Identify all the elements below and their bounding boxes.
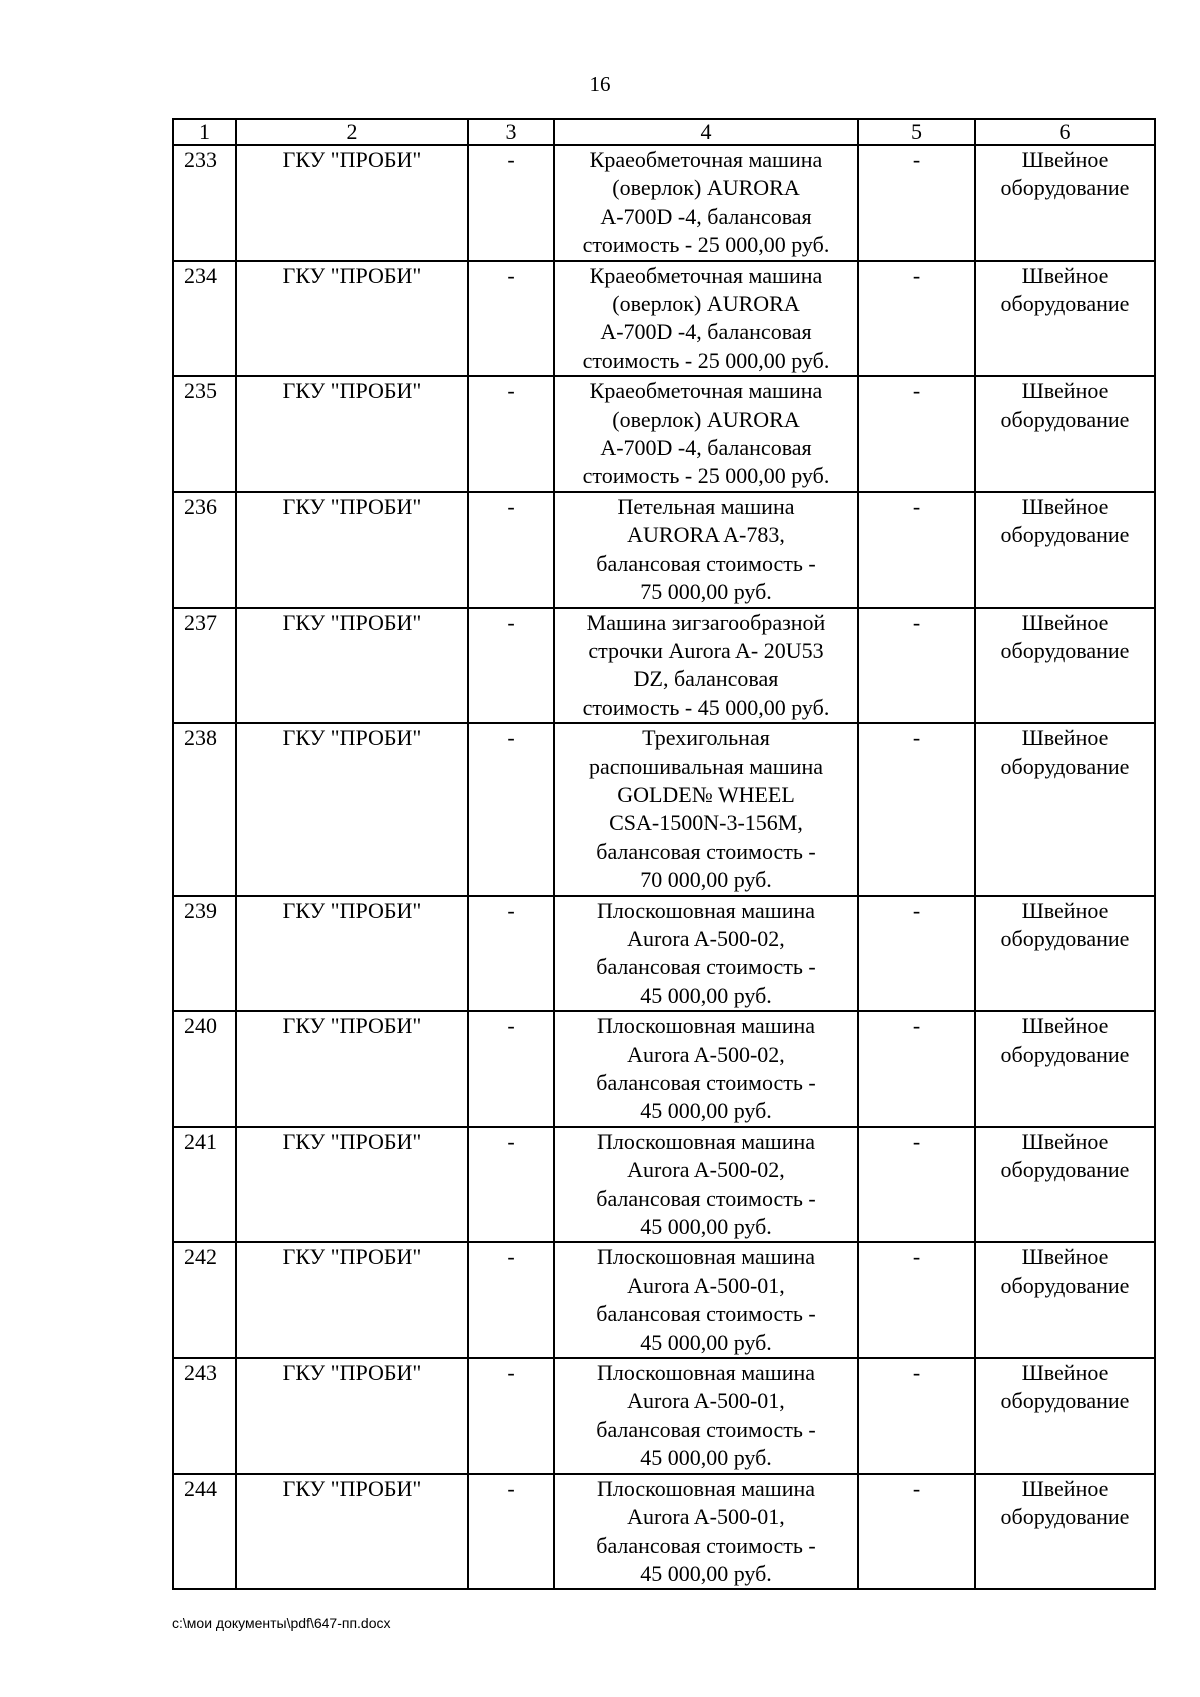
organization-cell: ГКУ "ПРОБИ"	[236, 1242, 468, 1358]
description-cell	[554, 492, 858, 608]
category-cell	[975, 608, 1155, 724]
category-line: оборудование	[1000, 1272, 1130, 1298]
column-3-cell: -	[468, 1127, 554, 1243]
description-line: стоимость - 45 000,00 руб.	[582, 694, 830, 720]
description-line: стоимость - 25 000,00 руб.	[582, 232, 830, 258]
description-line: Aurora A-500-01,	[627, 1504, 785, 1530]
column-3-cell: -	[468, 261, 554, 377]
category-line: Швейное	[1021, 1244, 1109, 1270]
column-3-cell: -	[468, 1242, 554, 1358]
description-line: Aurora A-500-01,	[627, 1272, 785, 1298]
category-line: оборудование	[1000, 1157, 1130, 1183]
category-cell	[975, 896, 1155, 1012]
column-3-cell: -	[468, 492, 554, 608]
description-line: (оверлок) AURORA	[612, 175, 800, 201]
category-cell	[975, 723, 1155, 895]
description-line: 75 000,00 руб.	[640, 579, 772, 605]
description-line: 45 000,00 руб.	[640, 1445, 772, 1471]
category-line: оборудование	[1000, 925, 1130, 951]
row-number: 239	[173, 896, 236, 1012]
description-cell	[554, 1358, 858, 1474]
description-line: GOLDE№ WHEEL	[617, 781, 795, 807]
column-header: 1	[173, 119, 236, 145]
description-line: Петельная машина	[617, 493, 795, 519]
description-line: Aurora A-500-02,	[627, 1041, 785, 1067]
row-number: 233	[173, 145, 236, 261]
column-header: 2	[236, 119, 468, 145]
description-line: стоимость - 25 000,00 руб.	[582, 347, 830, 373]
row-number: 242	[173, 1242, 236, 1358]
description-line: AURORA A-783,	[627, 522, 785, 548]
category-line: Швейное	[1021, 1360, 1109, 1386]
organization-cell: ГКУ "ПРОБИ"	[236, 1474, 468, 1590]
column-3-cell: -	[468, 1011, 554, 1127]
table-row	[173, 1127, 1155, 1243]
description-cell	[554, 1127, 858, 1243]
page-number: 16	[589, 72, 611, 96]
category-cell	[975, 261, 1155, 377]
table-row	[173, 1011, 1155, 1127]
description-line: Плоскошовная машина	[596, 1128, 816, 1154]
description-line: Трехигольная	[642, 725, 770, 751]
organization-cell: ГКУ "ПРОБИ"	[236, 492, 468, 608]
description-line: Плоскошовная машина	[596, 1244, 816, 1270]
description-cell	[554, 1474, 858, 1590]
organization-cell: ГКУ "ПРОБИ"	[236, 376, 468, 492]
description-cell	[554, 1011, 858, 1127]
table-row	[173, 492, 1155, 608]
description-cell	[554, 1242, 858, 1358]
organization-cell: ГКУ "ПРОБИ"	[236, 896, 468, 1012]
description-line: балансовая стоимость -	[596, 1185, 816, 1211]
category-line: оборудование	[1000, 291, 1130, 317]
category-cell	[975, 1127, 1155, 1243]
category-line: оборудование	[1000, 406, 1130, 432]
description-cell	[554, 896, 858, 1012]
description-line: Машина зигзагообразной	[586, 609, 826, 635]
column-5-cell: -	[858, 1358, 975, 1474]
organization-cell: ГКУ "ПРОБИ"	[236, 1127, 468, 1243]
description-cell	[554, 145, 858, 261]
column-5-cell: -	[858, 608, 975, 724]
category-line: оборудование	[1000, 1041, 1130, 1067]
column-header: 3	[468, 119, 554, 145]
category-line: Швейное	[1021, 493, 1109, 519]
category-cell	[975, 1242, 1155, 1358]
column-5-cell: -	[858, 492, 975, 608]
organization-cell: ГКУ "ПРОБИ"	[236, 261, 468, 377]
table-row	[173, 608, 1155, 724]
description-line: балансовая стоимость -	[596, 550, 816, 576]
description-line: A-700D -4, балансовая	[600, 319, 812, 345]
table-header-row	[173, 119, 1155, 145]
description-cell	[554, 608, 858, 724]
column-5-cell: -	[858, 896, 975, 1012]
table-row	[173, 145, 1155, 261]
description-line: A-700D -4, балансовая	[600, 435, 812, 461]
description-line: 45 000,00 руб.	[640, 1098, 772, 1124]
category-line: Швейное	[1021, 1128, 1109, 1154]
category-cell	[975, 1011, 1155, 1127]
category-line: оборудование	[1000, 1388, 1130, 1414]
description-line: Краеобметочная машина	[589, 262, 823, 288]
description-line: 45 000,00 руб.	[640, 1214, 772, 1240]
row-number: 237	[173, 608, 236, 724]
category-line: Швейное	[1021, 1475, 1109, 1501]
equipment-table	[172, 118, 1156, 1590]
description-line: 70 000,00 руб.	[640, 867, 772, 893]
column-header: 4	[554, 119, 858, 145]
row-number: 234	[173, 261, 236, 377]
column-header: 6	[975, 119, 1155, 145]
description-line: строчки Aurora A- 20U53	[588, 637, 824, 663]
category-line: Швейное	[1021, 609, 1109, 635]
table-row	[173, 1242, 1155, 1358]
row-number: 241	[173, 1127, 236, 1243]
table-row	[173, 1358, 1155, 1474]
description-cell	[554, 376, 858, 492]
category-cell	[975, 376, 1155, 492]
description-line: 45 000,00 руб.	[640, 1560, 772, 1586]
description-line: балансовая стоимость -	[596, 1532, 816, 1558]
description-line: Плоскошовная машина	[596, 1475, 816, 1501]
column-5-cell: -	[858, 376, 975, 492]
column-5-cell: -	[858, 261, 975, 377]
table-row	[173, 723, 1155, 895]
description-line: распошивальная машина	[588, 753, 824, 779]
category-line: оборудование	[1000, 522, 1130, 548]
category-cell	[975, 1474, 1155, 1590]
column-3-cell: -	[468, 376, 554, 492]
description-line: Aurora A-500-02,	[627, 1157, 785, 1183]
category-line: Швейное	[1021, 725, 1109, 751]
category-line: Швейное	[1021, 147, 1109, 172]
column-3-cell: -	[468, 608, 554, 724]
category-line: оборудование	[1000, 175, 1130, 201]
description-line: балансовая стоимость -	[596, 954, 816, 980]
row-number: 235	[173, 376, 236, 492]
description-line: балансовая стоимость -	[596, 1301, 816, 1327]
row-number: 236	[173, 492, 236, 608]
description-line: стоимость - 25 000,00 руб.	[582, 463, 830, 489]
column-5-cell: -	[858, 723, 975, 895]
description-line: DZ, балансовая	[633, 666, 779, 692]
column-3-cell: -	[468, 145, 554, 261]
description-line: балансовая стоимость -	[596, 838, 816, 864]
description-line: Краеобметочная машина	[589, 147, 823, 172]
footer-file-path: c:\мои документы\pdf\647-пп.docx	[172, 1615, 391, 1631]
organization-cell: ГКУ "ПРОБИ"	[236, 145, 468, 261]
category-cell	[975, 1358, 1155, 1474]
column-3-cell: -	[468, 723, 554, 895]
table-row	[173, 376, 1155, 492]
row-number: 243	[173, 1358, 236, 1474]
description-line: Плоскошовная машина	[596, 1360, 816, 1386]
organization-cell: ГКУ "ПРОБИ"	[236, 608, 468, 724]
column-5-cell: -	[858, 1127, 975, 1243]
category-line: оборудование	[1000, 753, 1130, 779]
column-5-cell: -	[858, 1011, 975, 1127]
column-header: 5	[858, 119, 975, 145]
organization-cell: ГКУ "ПРОБИ"	[236, 1011, 468, 1127]
description-line: Aurora A-500-01,	[627, 1388, 785, 1414]
description-line: 45 000,00 руб.	[640, 1329, 772, 1355]
organization-cell: ГКУ "ПРОБИ"	[236, 723, 468, 895]
category-line: Швейное	[1021, 1013, 1109, 1039]
description-line: 45 000,00 руб.	[640, 982, 772, 1008]
table-row	[173, 896, 1155, 1012]
column-5-cell: -	[858, 1474, 975, 1590]
category-line: Швейное	[1021, 897, 1109, 923]
row-number: 240	[173, 1011, 236, 1127]
row-number: 238	[173, 723, 236, 895]
category-line: оборудование	[1000, 1504, 1130, 1530]
description-line: Краеобметочная машина	[589, 378, 823, 404]
description-line: (оверлок) AURORA	[612, 291, 800, 317]
column-3-cell: -	[468, 1474, 554, 1590]
description-cell	[554, 261, 858, 377]
description-line: A-700D -4, балансовая	[600, 203, 812, 229]
description-line: (оверлок) AURORA	[612, 406, 800, 432]
category-line: Швейное	[1021, 378, 1109, 404]
table-row	[173, 261, 1155, 377]
description-line: балансовая стоимость -	[596, 1416, 816, 1442]
row-number: 244	[173, 1474, 236, 1590]
description-line: CSA-1500N-3-156M,	[609, 810, 803, 836]
column-5-cell: -	[858, 145, 975, 261]
column-3-cell: -	[468, 1358, 554, 1474]
category-cell	[975, 492, 1155, 608]
description-line: Плоскошовная машина	[596, 897, 816, 923]
category-line: оборудование	[1000, 637, 1130, 663]
description-cell	[554, 723, 858, 895]
category-cell	[975, 145, 1155, 261]
organization-cell: ГКУ "ПРОБИ"	[236, 1358, 468, 1474]
column-5-cell: -	[858, 1242, 975, 1358]
category-line: Швейное	[1021, 262, 1109, 288]
description-line: Плоскошовная машина	[596, 1013, 816, 1039]
column-3-cell: -	[468, 896, 554, 1012]
description-line: балансовая стоимость -	[596, 1070, 816, 1095]
table-row	[173, 1474, 1155, 1590]
description-line: Aurora A-500-02,	[627, 925, 785, 951]
